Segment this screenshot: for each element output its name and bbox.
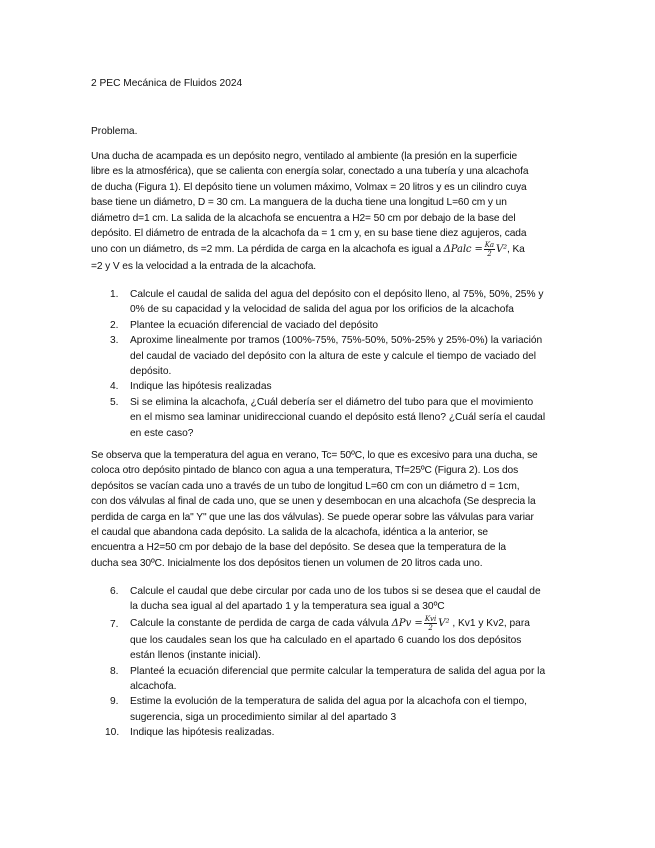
list-item bbox=[91, 664, 566, 695]
headloss-equation bbox=[443, 241, 508, 259]
equation-fraction bbox=[484, 241, 495, 258]
item-line: la ducha sea igual al del apartado 1 y la temperatura sea igual a 30ºC bbox=[130, 601, 445, 613]
intro-equation-text: uno con un diámetro, ds =2 mm. La pérdida de carga en la alcachofa es igual a bbox=[91, 244, 444, 256]
para-line: perdida de carga en la" Y" que une las dos válvulas). Se puede operar sobre las válvulas para variar bbox=[91, 511, 534, 523]
item-number: 8. bbox=[110, 665, 119, 677]
list-item bbox=[91, 318, 566, 333]
item-equation-line bbox=[130, 615, 566, 633]
item-line: sugerencia, siga un procedimiento similar al del apartado 3 bbox=[130, 711, 397, 723]
valve-equation bbox=[391, 614, 450, 632]
item-number: 1. bbox=[110, 289, 119, 300]
document-header: 2 PEC Mecánica de Fluidos 2024 bbox=[91, 78, 243, 89]
item-number: 4. bbox=[110, 381, 119, 393]
item-line: Calcule el caudal de salida del agua del depósito con el depósito lleno, al 75%, 50%, 25% y bbox=[130, 289, 544, 300]
item-line: Aproxime linealmente por tramos (100%-75%, 75%-50%, 50%-25% y 25%-0%) la variación bbox=[130, 335, 543, 347]
item-line: Planteé la ecuación diferencial que permite calcular la temperatura de salida del agua por la bbox=[130, 665, 546, 677]
list-item bbox=[91, 615, 566, 664]
item-line: Calcule la constante de perdida de carga de cada válvula bbox=[130, 617, 392, 629]
item-number: 7. bbox=[110, 618, 119, 630]
list-item bbox=[91, 379, 566, 394]
equation-lhs: ΔPv = bbox=[391, 617, 423, 629]
equation-fraction bbox=[424, 615, 437, 632]
intro-line: depósito. El diámetro de entrada de la alcachofa da = 1 cm y, en su base tiene diez agujeros, cada bbox=[91, 228, 527, 240]
para-line: ducha sea 30ºC. Inicialmente los dos depósitos tienen un volumen de 20 litros cada uno. bbox=[91, 557, 483, 569]
para-line: encuentra a H2=50 cm por debajo de la base del depósito. Se desea que la temperatura de la bbox=[91, 542, 506, 554]
item-line: están llenos (instante inicial). bbox=[130, 650, 261, 662]
second-paragraph bbox=[91, 448, 566, 571]
item-line: Calcule el caudal que debe circular por cada uno de los tubos si se desea que el caudal de bbox=[130, 586, 541, 597]
intro-line: Una ducha de acampada es un depósito negro, ventilado al ambiente (la presión en la superficie bbox=[91, 151, 518, 162]
item-number: 6. bbox=[110, 586, 119, 597]
para-line: Se observa que la temperatura del agua en verano, Tc= 50ºC, lo que es excesivo para una ducha, se bbox=[91, 450, 538, 461]
item-line: del caudal de vaciado del depósito con la altura de este y calcule el tiempo de vaciado del bbox=[130, 350, 537, 362]
item-line: Indique las hipótesis realizadas bbox=[130, 381, 272, 393]
item-line: en el mismo sea laminar unidireccional cuando el depósito está lleno? ¿Cuál sería el caudal bbox=[130, 412, 546, 424]
fraction-numerator: Ka bbox=[484, 241, 494, 250]
item-line: Si se elimina la alcachofa, ¿Cuál debería ser el diámetro del tubo para que el movimiento bbox=[130, 396, 534, 408]
item-number: 9. bbox=[110, 696, 119, 708]
equation-rhs: V² bbox=[496, 244, 508, 256]
para-line: con dos válvulas al final de cada uno, que se unen y desembocan en una alcachofa (Se desprecia la bbox=[91, 496, 536, 508]
item-line: Plantee la ecuación diferencial de vaciado del depósito bbox=[130, 319, 379, 331]
intro-line: libre es la atmosférica), que se calienta con energía solar, conectado a una tubería y una alcachofa bbox=[91, 166, 529, 178]
list-item bbox=[91, 287, 566, 318]
list-item bbox=[91, 395, 566, 441]
intro-line: diámetro d=1 cm. La salida de la alcachofa se encuentra a H2= 50 cm por debajo de la base del bbox=[91, 212, 516, 224]
intro-equation-line bbox=[91, 241, 566, 259]
item-line: que los caudales sean los que ha calculado en el apartado 6 cuando los dos depósitos bbox=[130, 634, 522, 646]
item-line: 0% de su capacidad y la velocidad de salida del agua por los orificios de la alcachofa bbox=[130, 304, 514, 316]
fraction-denominator: 2 bbox=[487, 250, 492, 259]
list-item bbox=[91, 725, 566, 740]
list-item bbox=[91, 694, 566, 725]
item-line: Indique las hipótesis realizadas. bbox=[130, 727, 275, 739]
item-line: depósito. bbox=[130, 366, 172, 378]
item-line-tail: , Kv1 y Kv2, para bbox=[449, 617, 530, 629]
equation-lhs: ΔPalc = bbox=[443, 244, 483, 256]
intro-line: de ducha (Figura 1). El depósito tiene un volumen máximo, Volmax = 20 litros y es un cilindro cuya bbox=[91, 181, 527, 193]
item-number: 3. bbox=[110, 335, 119, 347]
fraction-numerator: Kvi bbox=[424, 614, 437, 623]
question-list-a bbox=[91, 287, 566, 441]
para-line: coloca otro depósito pintado de blanco con agua a una temperatura, Tf=25ºC (Figura 2). Los dos bbox=[91, 465, 519, 477]
item-number: 2. bbox=[110, 319, 119, 331]
para-line: depósitos se vacían cada uno a través de un tubo de longitud L=60 cm con un diámetro d = 1cm, bbox=[91, 480, 520, 492]
equation-rhs: V² bbox=[438, 617, 450, 629]
item-number: 5. bbox=[110, 396, 119, 408]
item-line: Estime la evolución de la temperatura de salida del agua por la alcachofa con el tiempo, bbox=[130, 696, 527, 708]
intro-paragraph bbox=[91, 149, 566, 275]
intro-equation-tail: , Ka bbox=[507, 244, 525, 256]
list-item bbox=[91, 584, 566, 615]
item-number: 10. bbox=[105, 727, 120, 739]
problem-heading: Problema. bbox=[91, 126, 138, 137]
list-item bbox=[91, 333, 566, 379]
fraction-denominator: 2 bbox=[428, 623, 433, 632]
question-list-b bbox=[91, 584, 566, 741]
para-line: el caudal que abandona cada depósito. La salida de la alcachofa, idéntica a la anterior, se bbox=[91, 527, 488, 539]
intro-line: base tiene un diámetro, D = 30 cm. La manguera de la ducha tiene una longitud L=60 cm y un bbox=[91, 197, 507, 209]
intro-line: =2 y V es la velocidad a la entrada de la alcachofa. bbox=[91, 261, 317, 273]
item-line: alcachofa. bbox=[130, 681, 177, 693]
item-line: en este caso? bbox=[130, 427, 194, 439]
